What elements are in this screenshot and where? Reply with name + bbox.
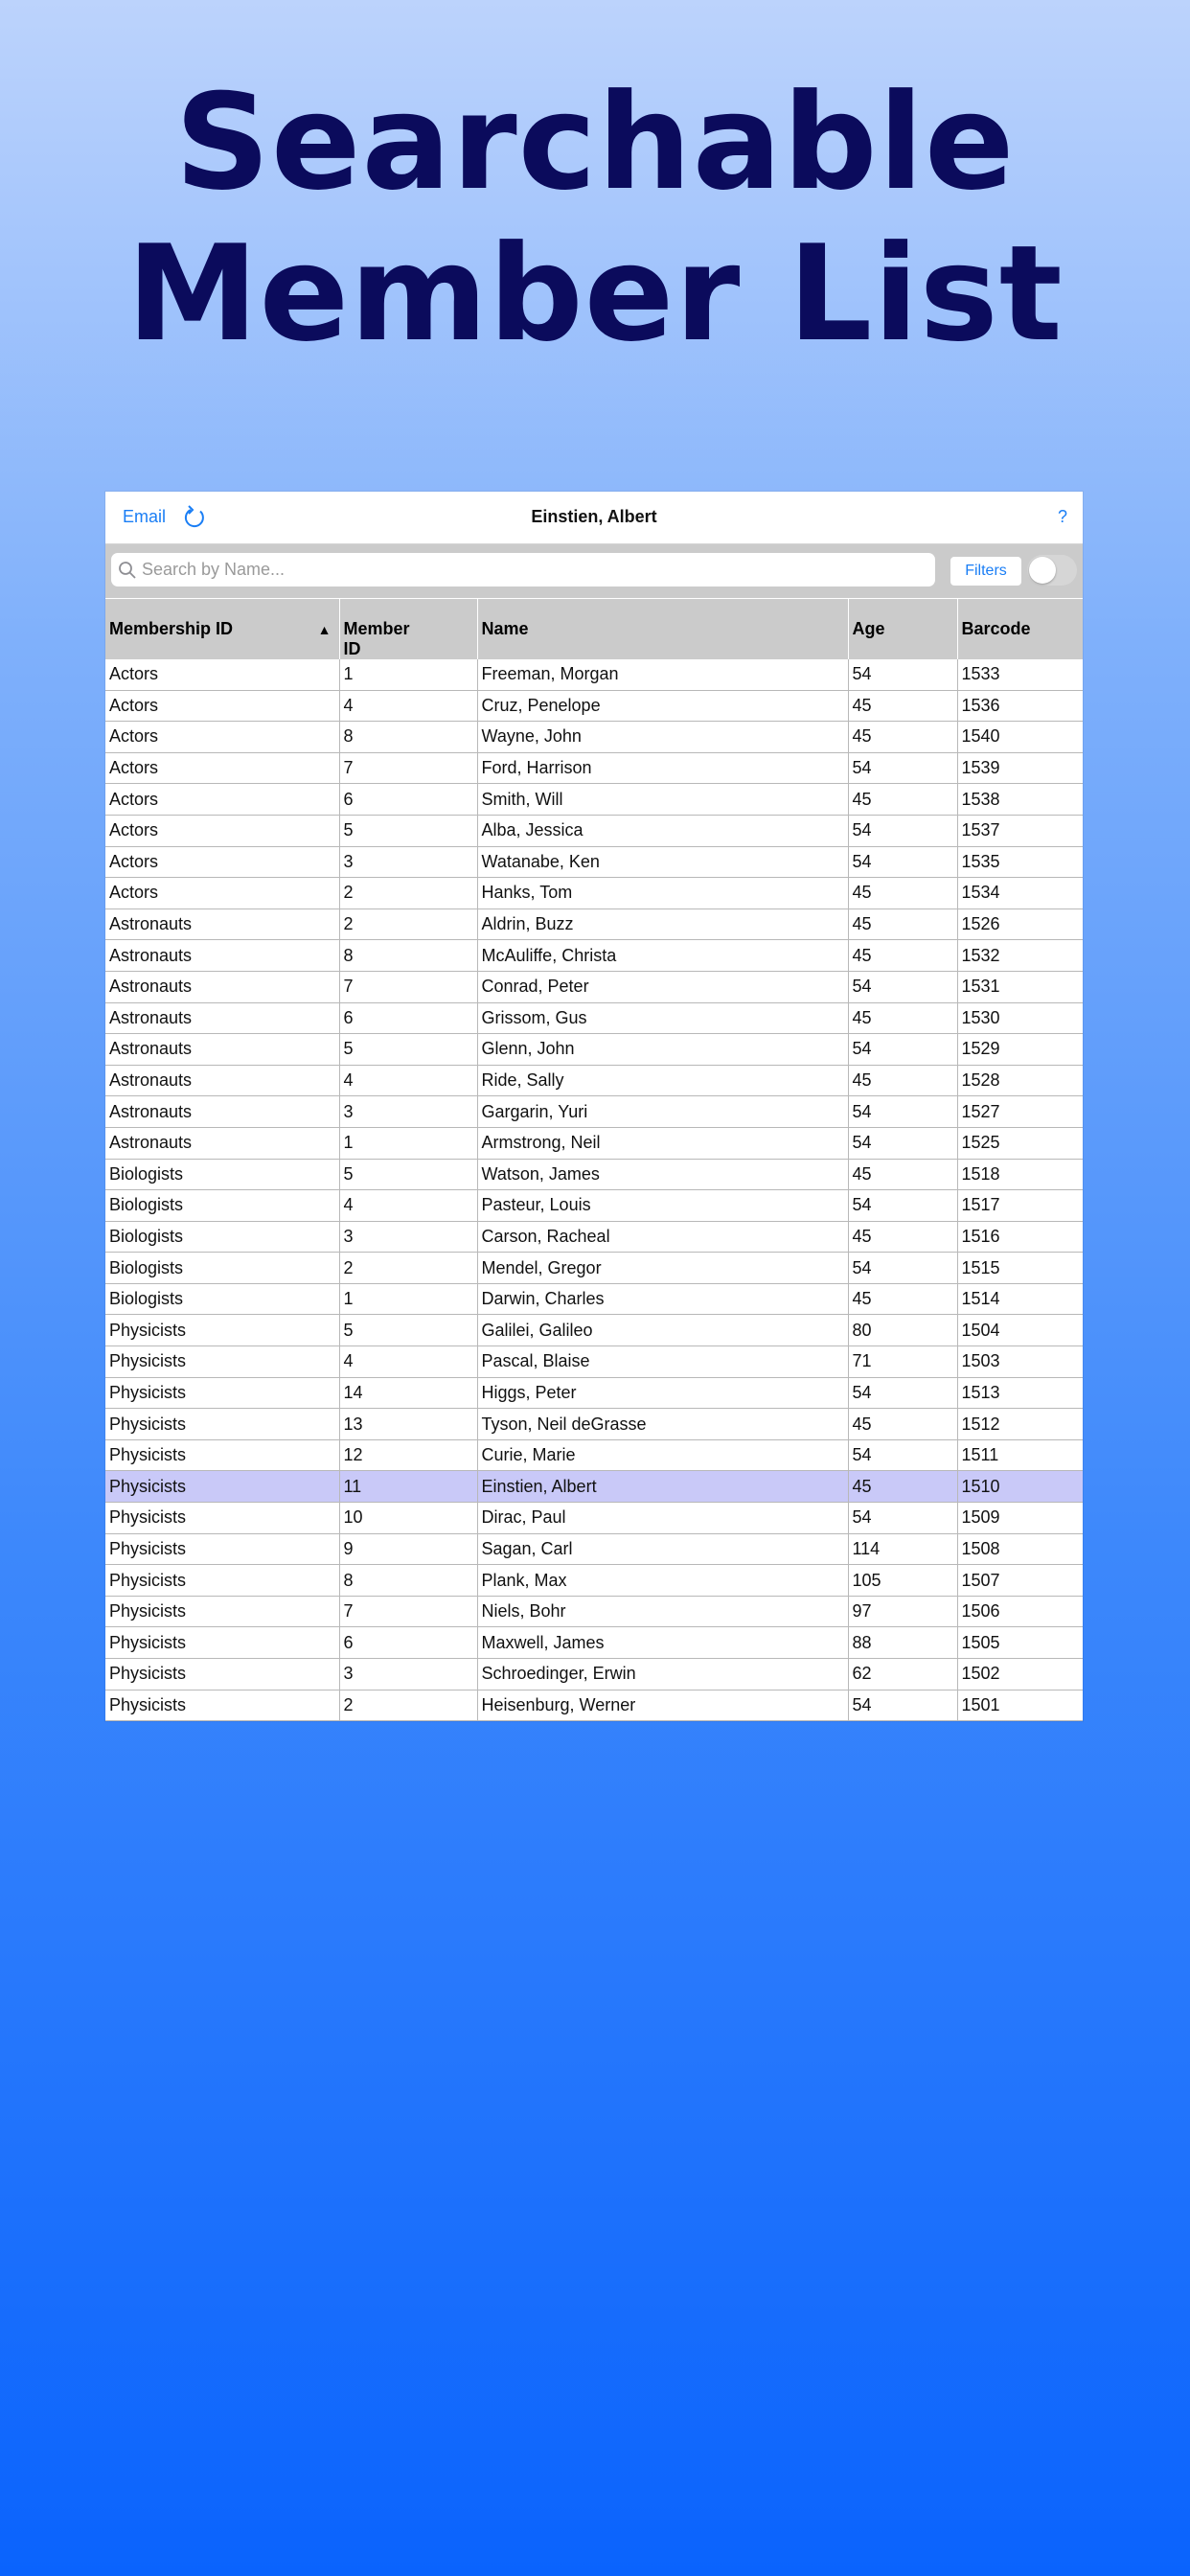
membership-cell: Actors: [105, 878, 339, 909]
barcode-cell: 1538: [957, 784, 1083, 816]
membership-cell: Physicists: [105, 1690, 339, 1721]
member-id-cell: 2: [339, 878, 477, 909]
age-cell: 45: [848, 1002, 957, 1034]
table-row[interactable]: [105, 1627, 1083, 1659]
name-cell: Watson, James: [477, 1159, 848, 1190]
member-id-cell: 5: [339, 815, 477, 846]
name-cell: Darwin, Charles: [477, 1283, 848, 1315]
filters-button[interactable]: Filters: [950, 557, 1021, 586]
membership-cell: Astronauts: [105, 908, 339, 940]
name-cell: Carson, Racheal: [477, 1221, 848, 1253]
headline-line-1: Searchable: [174, 65, 1016, 219]
age-cell: 80: [848, 1315, 957, 1346]
barcode-cell: 1509: [957, 1503, 1083, 1534]
barcode-cell: 1512: [957, 1409, 1083, 1440]
age-cell: 71: [848, 1346, 957, 1378]
table-row[interactable]: [105, 1377, 1083, 1409]
member-id-cell: 10: [339, 1503, 477, 1534]
table-row[interactable]: [105, 1127, 1083, 1159]
search-input[interactable]: [142, 553, 927, 586]
member-id-cell: 3: [339, 1096, 477, 1128]
table-row[interactable]: [105, 784, 1083, 816]
age-cell: 54: [848, 815, 957, 846]
member-id-cell: 4: [339, 690, 477, 722]
app-window: [105, 492, 1083, 1721]
name-cell: Glenn, John: [477, 1034, 848, 1066]
name-cell: Pasteur, Louis: [477, 1190, 848, 1222]
name-cell: Schroedinger, Erwin: [477, 1659, 848, 1690]
table-row[interactable]: [105, 1065, 1083, 1096]
name-cell: Conrad, Peter: [477, 971, 848, 1002]
member-id-cell: 1: [339, 659, 477, 690]
membership-cell: Astronauts: [105, 1002, 339, 1034]
membership-cell: Physicists: [105, 1439, 339, 1471]
member-id-cell: 8: [339, 722, 477, 753]
column-header-label: Membership ID: [109, 619, 234, 638]
name-cell: Niels, Bohr: [477, 1596, 848, 1627]
table-row[interactable]: [105, 1159, 1083, 1190]
column-header-name[interactable]: [477, 599, 848, 660]
age-cell: 54: [848, 1096, 957, 1128]
barcode-cell: 1501: [957, 1690, 1083, 1721]
age-cell: 54: [848, 659, 957, 690]
email-button[interactable]: Email: [123, 507, 167, 526]
table-row[interactable]: [105, 878, 1083, 909]
membership-cell: Actors: [105, 690, 339, 722]
help-button[interactable]: ?: [1057, 507, 1067, 526]
table-row[interactable]: [105, 1503, 1083, 1534]
search-bar: [105, 544, 1083, 598]
table-row[interactable]: [105, 1690, 1083, 1721]
barcode-cell: 1505: [957, 1627, 1083, 1659]
age-cell: 45: [848, 784, 957, 816]
table-row[interactable]: [105, 722, 1083, 753]
name-cell: Freeman, Morgan: [477, 659, 848, 690]
age-cell: 45: [848, 1471, 957, 1503]
membership-cell: Physicists: [105, 1627, 339, 1659]
age-cell: 54: [848, 1690, 957, 1721]
membership-cell: Actors: [105, 752, 339, 784]
member-id-cell: 14: [339, 1377, 477, 1409]
column-header-label: Barcode: [961, 619, 1031, 638]
member-id-cell: 5: [339, 1034, 477, 1066]
table-row[interactable]: [105, 1596, 1083, 1627]
barcode-cell: 1537: [957, 815, 1083, 846]
member-table: [105, 598, 1083, 1721]
name-cell: Maxwell, James: [477, 1627, 848, 1659]
barcode-cell: 1529: [957, 1034, 1083, 1066]
name-cell: Gargarin, Yuri: [477, 1096, 848, 1128]
table-row[interactable]: [105, 1409, 1083, 1440]
name-cell: Pascal, Blaise: [477, 1346, 848, 1378]
member-id-cell: 13: [339, 1409, 477, 1440]
member-id-cell: 2: [339, 1253, 477, 1284]
name-cell: Armstrong, Neil: [477, 1127, 848, 1159]
table-row[interactable]: [105, 1565, 1083, 1597]
name-cell: Tyson, Neil deGrasse: [477, 1409, 848, 1440]
search-icon: [118, 561, 137, 580]
column-header-member-id[interactable]: [339, 599, 477, 660]
member-id-cell: 7: [339, 752, 477, 784]
table-row[interactable]: [105, 1315, 1083, 1346]
barcode-cell: 1515: [957, 1253, 1083, 1284]
sort-ascending-icon: ▲: [317, 622, 332, 637]
member-id-cell: 3: [339, 1659, 477, 1690]
barcode-cell: 1517: [957, 1190, 1083, 1222]
age-cell: 45: [848, 878, 957, 909]
table-row[interactable]: [105, 908, 1083, 940]
age-cell: 45: [848, 940, 957, 972]
table-row[interactable]: [105, 1221, 1083, 1253]
barcode-cell: 1535: [957, 846, 1083, 878]
age-cell: 54: [848, 752, 957, 784]
promo-headline: [0, 67, 1190, 370]
barcode-cell: 1502: [957, 1659, 1083, 1690]
barcode-cell: 1528: [957, 1065, 1083, 1096]
barcode-cell: 1510: [957, 1471, 1083, 1503]
name-cell: Ford, Harrison: [477, 752, 848, 784]
barcode-cell: 1504: [957, 1315, 1083, 1346]
barcode-cell: 1540: [957, 722, 1083, 753]
member-id-cell: 9: [339, 1533, 477, 1565]
name-cell: Mendel, Gregor: [477, 1253, 848, 1284]
age-cell: 45: [848, 908, 957, 940]
barcode-cell: 1508: [957, 1533, 1083, 1565]
barcode-cell: 1531: [957, 971, 1083, 1002]
age-cell: 54: [848, 1034, 957, 1066]
membership-cell: Biologists: [105, 1190, 339, 1222]
membership-cell: Biologists: [105, 1221, 339, 1253]
membership-cell: Astronauts: [105, 1065, 339, 1096]
name-cell: Alba, Jessica: [477, 815, 848, 846]
age-cell: 54: [848, 1377, 957, 1409]
column-header-membership-id[interactable]: [105, 599, 339, 660]
navigation-bar: [105, 492, 1083, 544]
member-id-cell: 5: [339, 1315, 477, 1346]
member-id-cell: 2: [339, 1690, 477, 1721]
member-id-cell: 11: [339, 1471, 477, 1503]
member-id-cell: 6: [339, 1627, 477, 1659]
table-row[interactable]: [105, 1002, 1083, 1034]
member-id-cell: 2: [339, 908, 477, 940]
table-row[interactable]: [105, 971, 1083, 1002]
member-id-cell: 3: [339, 1221, 477, 1253]
membership-cell: Actors: [105, 722, 339, 753]
age-cell: 45: [848, 690, 957, 722]
barcode-cell: 1511: [957, 1439, 1083, 1471]
member-id-cell: 4: [339, 1065, 477, 1096]
membership-cell: Astronauts: [105, 1127, 339, 1159]
membership-cell: Astronauts: [105, 940, 339, 972]
table-row[interactable]: [105, 1190, 1083, 1222]
column-header-age[interactable]: [848, 599, 957, 660]
member-id-cell: 1: [339, 1127, 477, 1159]
age-cell: 97: [848, 1596, 957, 1627]
membership-cell: Physicists: [105, 1565, 339, 1597]
barcode-cell: 1506: [957, 1596, 1083, 1627]
membership-cell: Astronauts: [105, 1096, 339, 1128]
name-cell: Ride, Sally: [477, 1065, 848, 1096]
column-header-label: Name: [481, 619, 529, 638]
table-row[interactable]: [105, 1439, 1083, 1471]
age-cell: 54: [848, 1503, 957, 1534]
membership-cell: Astronauts: [105, 971, 339, 1002]
table-row[interactable]: [105, 659, 1083, 690]
member-id-cell: 1: [339, 1283, 477, 1315]
membership-cell: Actors: [105, 659, 339, 690]
table-row[interactable]: [105, 1659, 1083, 1690]
name-cell: Curie, Marie: [477, 1439, 848, 1471]
member-id-cell: 8: [339, 1565, 477, 1597]
table-row[interactable]: [105, 1253, 1083, 1284]
name-cell: Dirac, Paul: [477, 1503, 848, 1534]
table-row[interactable]: [105, 690, 1083, 722]
name-cell: Smith, Will: [477, 784, 848, 816]
name-cell: Wayne, John: [477, 722, 848, 753]
membership-cell: Physicists: [105, 1409, 339, 1440]
name-cell: Aldrin, Buzz: [477, 908, 848, 940]
member-id-cell: 4: [339, 1346, 477, 1378]
age-cell: 88: [848, 1627, 957, 1659]
table-row[interactable]: [105, 1096, 1083, 1128]
member-id-cell: 5: [339, 1159, 477, 1190]
barcode-cell: 1525: [957, 1127, 1083, 1159]
member-id-cell: 6: [339, 1002, 477, 1034]
search-field[interactable]: [111, 553, 935, 586]
membership-cell: Biologists: [105, 1253, 339, 1284]
membership-cell: Physicists: [105, 1503, 339, 1534]
name-cell: Galilei, Galileo: [477, 1315, 848, 1346]
membership-cell: Physicists: [105, 1346, 339, 1378]
barcode-cell: 1532: [957, 940, 1083, 972]
name-cell: Plank, Max: [477, 1565, 848, 1597]
barcode-cell: 1526: [957, 908, 1083, 940]
table-body: [105, 659, 1083, 1721]
membership-cell: Physicists: [105, 1377, 339, 1409]
age-cell: 54: [848, 1190, 957, 1222]
name-cell: Einstien, Albert: [477, 1471, 848, 1503]
barcode-cell: 1534: [957, 878, 1083, 909]
name-cell: Sagan, Carl: [477, 1533, 848, 1565]
table-header-row: [105, 599, 1083, 660]
table-row[interactable]: [105, 846, 1083, 878]
member-id-cell: 6: [339, 784, 477, 816]
table-row[interactable]: [105, 1471, 1083, 1503]
table-row[interactable]: [105, 815, 1083, 846]
age-cell: 45: [848, 1283, 957, 1315]
membership-cell: Physicists: [105, 1533, 339, 1565]
barcode-cell: 1507: [957, 1565, 1083, 1597]
member-id-cell: 12: [339, 1439, 477, 1471]
age-cell: 54: [848, 1253, 957, 1284]
table-row[interactable]: [105, 1034, 1083, 1066]
member-id-cell: 7: [339, 1596, 477, 1627]
membership-cell: Biologists: [105, 1283, 339, 1315]
navbar-title: Einstien, Albert: [531, 507, 657, 526]
age-cell: 45: [848, 1065, 957, 1096]
age-cell: 54: [848, 1439, 957, 1471]
toggle-knob: [1029, 557, 1056, 584]
member-id-cell: 7: [339, 971, 477, 1002]
barcode-cell: 1530: [957, 1002, 1083, 1034]
table-row[interactable]: [105, 752, 1083, 784]
age-cell: 45: [848, 722, 957, 753]
barcode-cell: 1516: [957, 1221, 1083, 1253]
table-row[interactable]: [105, 1346, 1083, 1378]
name-cell: Watanabe, Ken: [477, 846, 848, 878]
age-cell: 114: [848, 1533, 957, 1565]
barcode-cell: 1533: [957, 659, 1083, 690]
name-cell: McAuliffe, Christa: [477, 940, 848, 972]
membership-cell: Physicists: [105, 1471, 339, 1503]
age-cell: 45: [848, 1159, 957, 1190]
member-id-cell: 4: [339, 1190, 477, 1222]
name-cell: Grissom, Gus: [477, 1002, 848, 1034]
column-header-label: Member ID: [343, 619, 410, 658]
age-cell: 54: [848, 1127, 957, 1159]
barcode-cell: 1513: [957, 1377, 1083, 1409]
membership-cell: Physicists: [105, 1596, 339, 1627]
age-cell: 54: [848, 846, 957, 878]
membership-cell: Actors: [105, 784, 339, 816]
membership-cell: Astronauts: [105, 1034, 339, 1066]
age-cell: 62: [848, 1659, 957, 1690]
column-header-barcode[interactable]: [957, 599, 1083, 660]
barcode-cell: 1503: [957, 1346, 1083, 1378]
name-cell: Cruz, Penelope: [477, 690, 848, 722]
name-cell: Hanks, Tom: [477, 878, 848, 909]
membership-cell: Biologists: [105, 1159, 339, 1190]
barcode-cell: 1527: [957, 1096, 1083, 1128]
member-id-cell: 8: [339, 940, 477, 972]
headline-line-2: Member List: [126, 217, 1064, 371]
table-row[interactable]: [105, 940, 1083, 972]
name-cell: Heisenburg, Werner: [477, 1690, 848, 1721]
barcode-cell: 1536: [957, 690, 1083, 722]
name-cell: Higgs, Peter: [477, 1377, 848, 1409]
table-row[interactable]: [105, 1283, 1083, 1315]
membership-cell: Physicists: [105, 1659, 339, 1690]
age-cell: 45: [848, 1409, 957, 1440]
column-header-label: Age: [852, 619, 885, 638]
membership-cell: Actors: [105, 815, 339, 846]
membership-cell: Actors: [105, 846, 339, 878]
table-row[interactable]: [105, 1533, 1083, 1565]
age-cell: 45: [848, 1221, 957, 1253]
filter-toggle[interactable]: [1027, 555, 1077, 586]
barcode-cell: 1514: [957, 1283, 1083, 1315]
membership-cell: Physicists: [105, 1315, 339, 1346]
barcode-cell: 1518: [957, 1159, 1083, 1190]
age-cell: 54: [848, 971, 957, 1002]
barcode-cell: 1539: [957, 752, 1083, 784]
age-cell: 105: [848, 1565, 957, 1597]
member-id-cell: 3: [339, 846, 477, 878]
